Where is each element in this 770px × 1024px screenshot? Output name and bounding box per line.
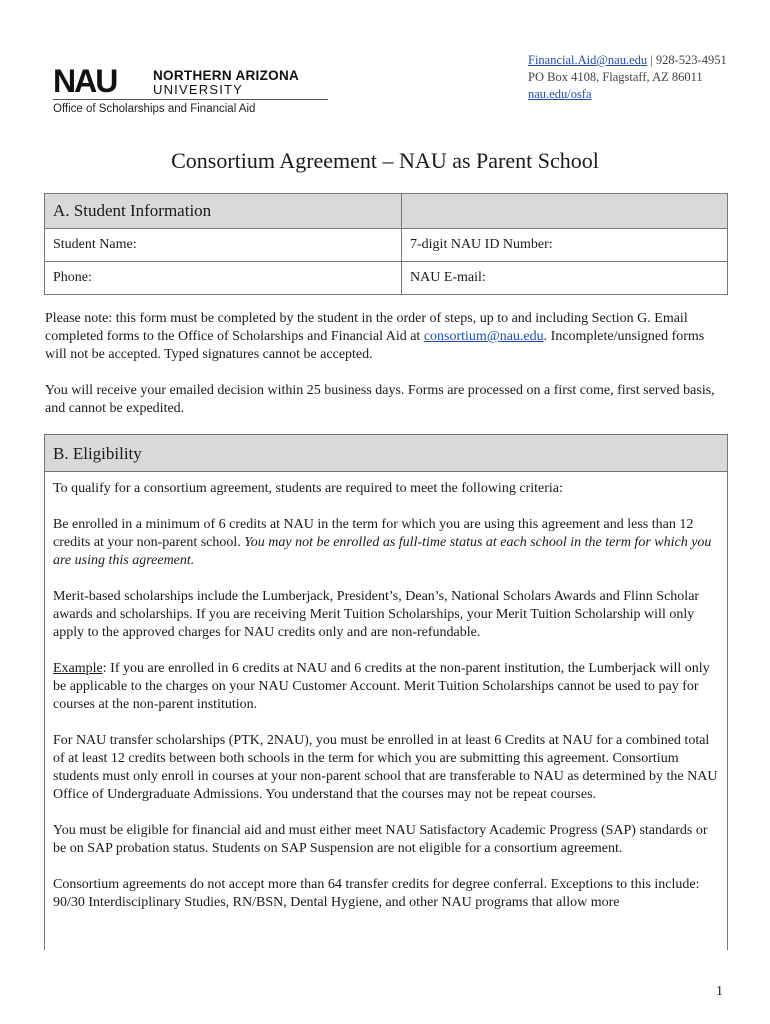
enrollment-italic-note: You may not be enrolled as full-time status at each school in the term for which you are using this agreement. (53, 535, 712, 568)
submission-note (45, 310, 725, 364)
nau-logo-mark: NAU (53, 63, 117, 99)
contact-block (528, 52, 727, 103)
eligibility-merit: Merit-based scholarships include the Lumberjack, President’s, Dean’s, National Scholars Awards and Flinn Scholar awards and scholarships. If you are receiving Merit Tuition Scholarships, your Merit Tuition Scholarship will only apply to the approved charges for NAU credits only and are non-refundable. (53, 589, 700, 640)
processing-note: You will receive your emailed decision within 25 business days. Forms are processed on a first come, first served basis, and cannot be expedited. (45, 383, 715, 416)
contact-phone: | 928-523-4951 (650, 53, 727, 67)
logo-name-line1: NORTHERN ARIZONA (153, 68, 300, 83)
eligibility-intro: To qualify for a consortium agreement, students are required to meet the following criteria: (53, 481, 563, 496)
page-title: Consortium Agreement – NAU as Parent School (171, 148, 599, 173)
eligibility-example (53, 660, 719, 714)
student-name-field[interactable]: Student Name: (45, 229, 402, 262)
eligibility-enrollment (53, 516, 719, 570)
contact-address: PO Box 4108, Flagstaff, AZ 86011 (528, 70, 703, 84)
logo-name-line2: UNIVERSITY (153, 82, 244, 97)
nau-email-field[interactable]: NAU E-mail: (402, 262, 728, 295)
eligibility-sap: You must be eligible for financial aid and must either meet NAU Satisfactory Academic Progress (SAP) standards or be on SAP probation status. Students on SAP Suspension are not eligible for a consortium agreement. (53, 823, 708, 856)
logo-office-name: Office of Scholarships and Financial Aid (53, 103, 256, 115)
eligibility-transfer-credits: Consortium agreements do not accept more than 64 transfer credits for degree conferral. Exceptions to this include: 90/30 Interdisciplinary Studies, RN/BSN, Dental Hygiene, and other NAU programs that allow more (53, 877, 700, 910)
osfa-website-link[interactable]: nau.edu/osfa (528, 87, 592, 101)
submission-note-text-end: . Incomplete/unsigned forms will not be accepted. Typed signatures cannot be accepted. (45, 329, 705, 362)
student-information-table (44, 193, 728, 295)
example-label: Example (53, 661, 103, 676)
section-a-heading: A. Student Information (45, 194, 402, 229)
enrollment-text: Be enrolled in a minimum of 6 credits at NAU in the term for which you are using this agreement and less than 12 credits at your non-parent school. (53, 517, 694, 550)
submission-note-text: Please note: this form must be completed by the student in the order of steps, up to and including Section G. Email completed forms to the Office of Scholarships and Financial Aid at (45, 311, 688, 344)
eligibility-section (44, 434, 728, 950)
page-number: 1 (716, 984, 723, 999)
section-a-heading-blank (402, 194, 728, 229)
phone-field[interactable]: Phone: (45, 262, 402, 295)
eligibility-transfer: For NAU transfer scholarships (PTK, 2NAU), you must be enrolled in at least 6 Credits at NAU for a combined total of at least 12 credits between both schools in the term for which you are submitting this agreement. Consortium students must only enroll in courses at your non-parent school that are transferable to NAU as determined by the NAU Office of Undergraduate Admissions. You understand that the courses may not be repeat courses. (53, 733, 718, 802)
section-b-heading: B. Eligibility (45, 435, 727, 472)
logo-divider (53, 99, 328, 100)
consortium-email-link[interactable]: consortium@nau.edu (423, 329, 544, 344)
nau-id-field[interactable]: 7-digit NAU ID Number: (402, 229, 728, 262)
financial-aid-email-link[interactable]: Financial.Aid@nau.edu (528, 53, 648, 67)
example-text: : If you are enrolled in 6 credits at NAU and 6 credits at the non-parent institution, the Lumberjack will only be applicable to the charges on your NAU Customer Account. Merit Tuition Scholarships cannot be used to pay for courses at the non-parent institution. (53, 661, 710, 712)
